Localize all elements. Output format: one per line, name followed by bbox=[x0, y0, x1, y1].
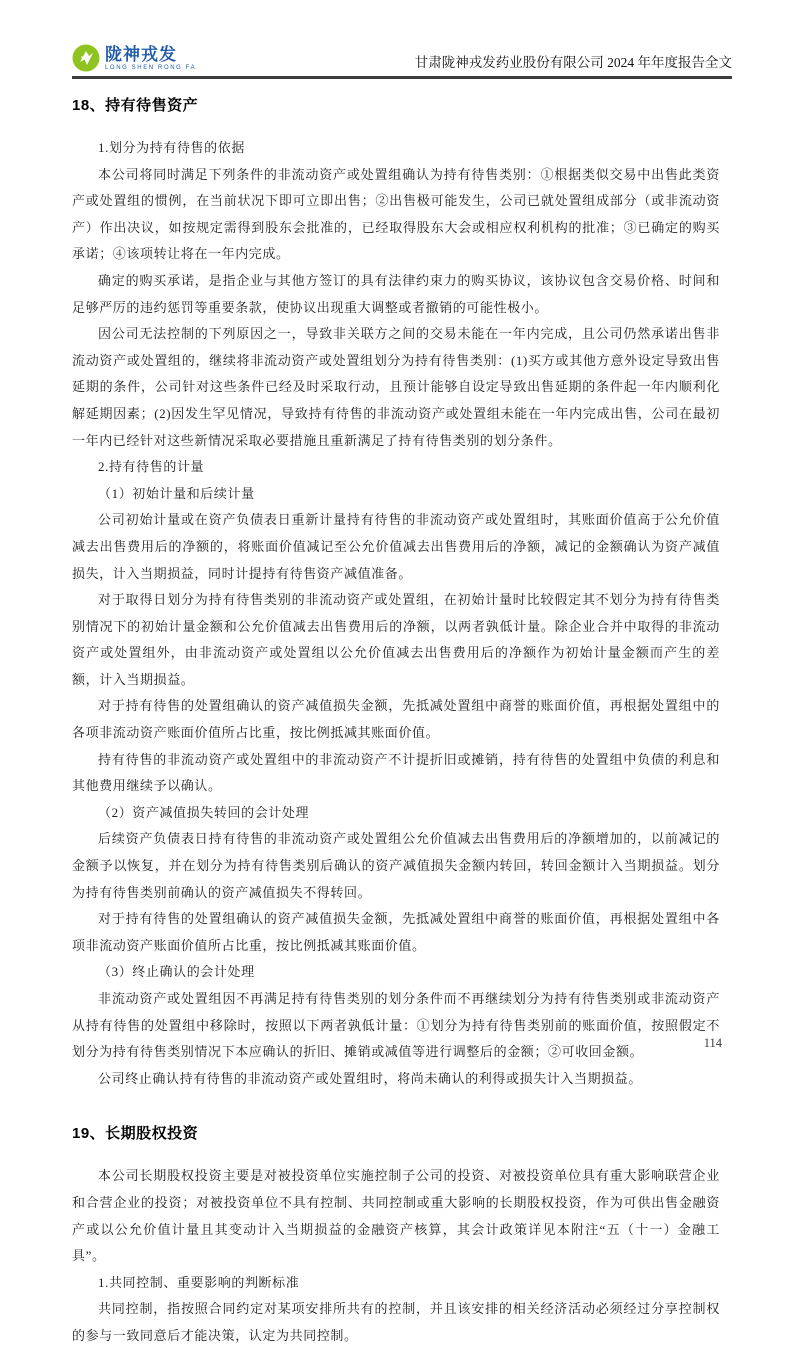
paragraph: （3）终止确认的会计处理 bbox=[98, 964, 255, 980]
page-header bbox=[72, 44, 732, 79]
paragraph: 对于持有待售的处置组确认的资产减值损失金额，先抵减处置组中商誉的账面价值，再根据处置组中各项非流动资产账面价值所占比重，按比例抵减其账面价值。 bbox=[72, 911, 720, 953]
logo-icon bbox=[72, 44, 100, 72]
document-body bbox=[72, 94, 720, 1350]
paragraph: 持有待售的非流动资产或处置组中的非流动资产不计提折旧或摊销，持有待售的处置组中负债的利息和其他费用继续予以确认。 bbox=[72, 751, 720, 794]
paragraph: 本公司长期股权投资主要是对被投资单位实施控制子公司的投资、对被投资单位具有重大影响联营企业和合营企业的投资；对被投资单位不具有控制、共同控制或重大影响的长期股权投资，作为可供出售金融资产或以公允价值计量且其变动计入当期损益的金融资产核算，其会计政策详见本附注“五（十一）金融工具”。 bbox=[72, 1168, 720, 1264]
page-number: 114 bbox=[703, 1036, 722, 1050]
report-title: 甘肃陇神戎发药业股份有限公司 2024 年年度报告全文 bbox=[414, 55, 732, 70]
paragraph: 共同控制，指按照合同约定对某项安排所共有的控制，并且该安排的相关经济活动必须经过分享控制权的参与一致同意后才能决策，认定为共同控制。 bbox=[72, 1301, 720, 1343]
paragraph: （1）初始计量和后续计量 bbox=[98, 485, 255, 501]
paragraph: 1.共同控制、重要影响的判断标准 bbox=[98, 1274, 300, 1290]
paragraph: 2.持有待售的计量 bbox=[98, 459, 205, 475]
paragraph: 确定的购买承诺，是指企业与其他方签订的具有法律约束力的购买协议，该协议包含交易价格、时间和足够严厉的违约惩罚等重要条款，使协议出现重大调整或者撤销的可能性极小。 bbox=[72, 272, 720, 315]
paragraph: 非流动资产或处置组因不再满足持有待售类别的划分条件而不再继续划分为持有待售类别或非流动资产从持有待售的处置组中移除时，按照以下两者孰低计量：①划分为持有待售类别前的账面价值，按照假定不划分为持有待售类别情况下本应确认的折旧、摊销或减值等进行调整后的金额；②可收回金额。 bbox=[72, 991, 720, 1060]
paragraph: 1.划分为持有待售的依据 bbox=[98, 140, 245, 155]
company-logo bbox=[72, 44, 196, 72]
paragraph: 本公司将同时满足下列条件的非流动资产或处置组确认为持有待售类别：①根据类似交易中出售此类资产或处置组的惯例，在当前状况下即可立即出售；②出售极可能发生，公司已就处置组成部分（或非流动资产）作出决议，如按规定需得到股东会批准的，已经取得股东大会或相应权利机构的批准；③已确定的购买承诺；④该项转让将在一年内完成。 bbox=[72, 166, 720, 262]
section-heading-18: 18、持有待售资产 bbox=[72, 97, 199, 114]
brand-name-en: LONG SHEN RONG FA bbox=[105, 64, 197, 71]
paragraph: 后续资产负债表日持有待售的非流动资产或处置组公允价值减去出售费用后的净额增加的，以前减记的金额予以恢复，并在划分为持有待售类别后确认的资产减值损失金额内转回，转回金额计入当期损益。划分为持有待售类别前确认的资产减值损失不得转回。 bbox=[72, 831, 720, 900]
paragraph: 对于取得日划分为持有待售类别的非流动资产或处置组，在初始计量时比较假定其不划分为持有待售类别情况下的初始计量金额和公允价值减去出售费用后的净额，以两者孰低计量。除企业合并中取得的非流动资产或处置组外，由非流动资产或处置组以公允价值减去出售费用后的净额作为初始计量金额而产生的差额，计入当期损益。 bbox=[72, 592, 720, 687]
paragraph: 因公司无法控制的下列原因之一，导致非关联方之间的交易未能在一年内完成，且公司仍然承诺出售非流动资产或处置组的，继续将非流动资产或处置组划分为持有待售类别：(1)买方或其他方意外设定导致出售延期的条件，公司针对这些条件已经及时采取行动，且预计能够自设定导致出售延期的条件起一年内顺利化解延期因素；(2)因发生罕见情况，导致持有待售的非流动资产或处置组未能在一年内完成出售，公司在最初一年内已经针对这些新情况采取必要措施且重新满足了持有待售类别的划分条件。 bbox=[72, 326, 720, 448]
brand-name-cn: 陇神戎发 bbox=[105, 44, 177, 64]
paragraph: （2）资产减值损失转回的会计处理 bbox=[98, 804, 310, 820]
header-divider bbox=[72, 76, 732, 79]
paragraph: 公司终止确认持有待售的非流动资产或处置组时，将尚未确认的利得或损失计入当期损益。 bbox=[98, 1070, 643, 1086]
paragraph: 对于持有待售的处置组确认的资产减值损失金额，先抵减处置组中商誉的账面价值，再根据处置组中的各项非流动资产账面价值所占比重，按比例抵减其账面价值。 bbox=[72, 698, 720, 741]
section-heading-19: 19、长期股权投资 bbox=[72, 1125, 199, 1143]
paragraph: 公司初始计量或在资产负债表日重新计量持有待售的非流动资产或处置组时，其账面价值高于公允价值减去出售费用后的净额的，将账面价值减记至公允价值减去出售费用后的净额，减记的金额确认为资产减值损失，计入当期损益，同时计提持有待售资产减值准备。 bbox=[72, 512, 720, 581]
